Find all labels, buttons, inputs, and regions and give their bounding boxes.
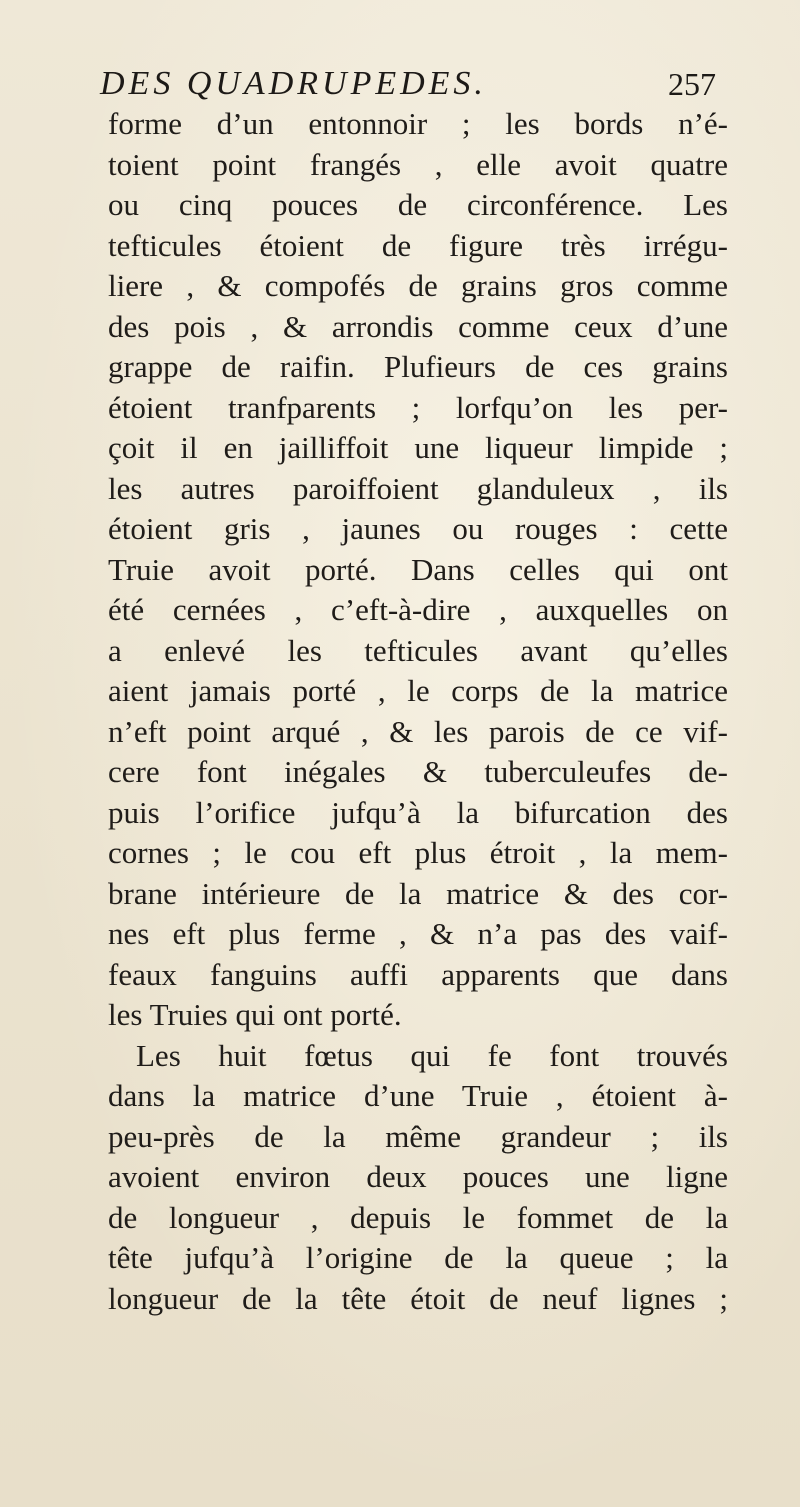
page-number: 257 [668, 66, 716, 102]
text-line: puis l’orifice jufqu’à la bifurcation des [108, 794, 728, 830]
text-line: brane intérieure de la matrice & des cor- [108, 875, 728, 911]
running-head-title: DES QUADRUPEDES. [100, 65, 487, 102]
text-line: étoient gris , jaunes ou rouges : cette [108, 511, 728, 546]
text-line: longueur de la tête étoit de neuf lignes ; [108, 1280, 728, 1316]
text-line: ou cinq pouces de circonférence. Les [108, 187, 728, 222]
text-line: Truie avoit porté. Dans celles qui ont [108, 551, 728, 587]
running-head [100, 62, 716, 106]
text-line: toient point frangés , elle avoit quatre [108, 146, 728, 182]
text-line: nes eft plus ferme , & n’a pas des vaif- [108, 916, 728, 951]
text-line: aient jamais porté , le corps de la matrice [108, 673, 728, 708]
text-line: cere font inégales & tuberculeufes de- [108, 754, 728, 789]
text-line: été cernées , c’eft-à-dire , auxquelles on [108, 592, 728, 627]
text-line-paragraph-start: Les huit fœtus qui fe font trouvés [136, 1037, 728, 1073]
text-line: tête jufqu’à l’origine de la queue ; la [108, 1240, 728, 1275]
text-line: de longueur , depuis le fommet de la [108, 1199, 728, 1235]
text-line: n’eft point arqué , & les parois de ce vif- [108, 713, 728, 749]
text-line: çoit il en jailliffoit une liqueur limpide ; [108, 430, 728, 465]
text-line: avoient environ deux pouces une ligne [108, 1159, 728, 1194]
text-line: forme d’un entonnoir ; les bords n’é- [108, 106, 728, 141]
text-line: dans la matrice d’une Truie , étoient à- [108, 1078, 728, 1113]
text-line: tefticules étoient de figure très irrégu- [108, 227, 728, 263]
body-text [108, 104, 728, 1319]
text-line: a enlevé les tefticules avant qu’elles [108, 632, 728, 668]
text-line: cornes ; le cou eft plus étroit , la mem- [108, 835, 728, 870]
text-line: liere , & compofés de grains gros comme [108, 268, 728, 303]
text-line: étoient tranfparents ; lorfqu’on les per- [108, 389, 728, 425]
text-line-paragraph-end: les Truies qui ont porté. [108, 997, 402, 1032]
text-line: grappe de raifin. Plufieurs de ces grains [108, 349, 728, 384]
text-line: les autres paroiffoient glanduleux , ils [108, 470, 728, 506]
text-line: des pois , & arrondis comme ceux d’une [108, 308, 728, 344]
text-line: peu-près de la même grandeur ; ils [108, 1118, 728, 1154]
text-line: feaux fanguins auffi apparents que dans [108, 956, 728, 992]
